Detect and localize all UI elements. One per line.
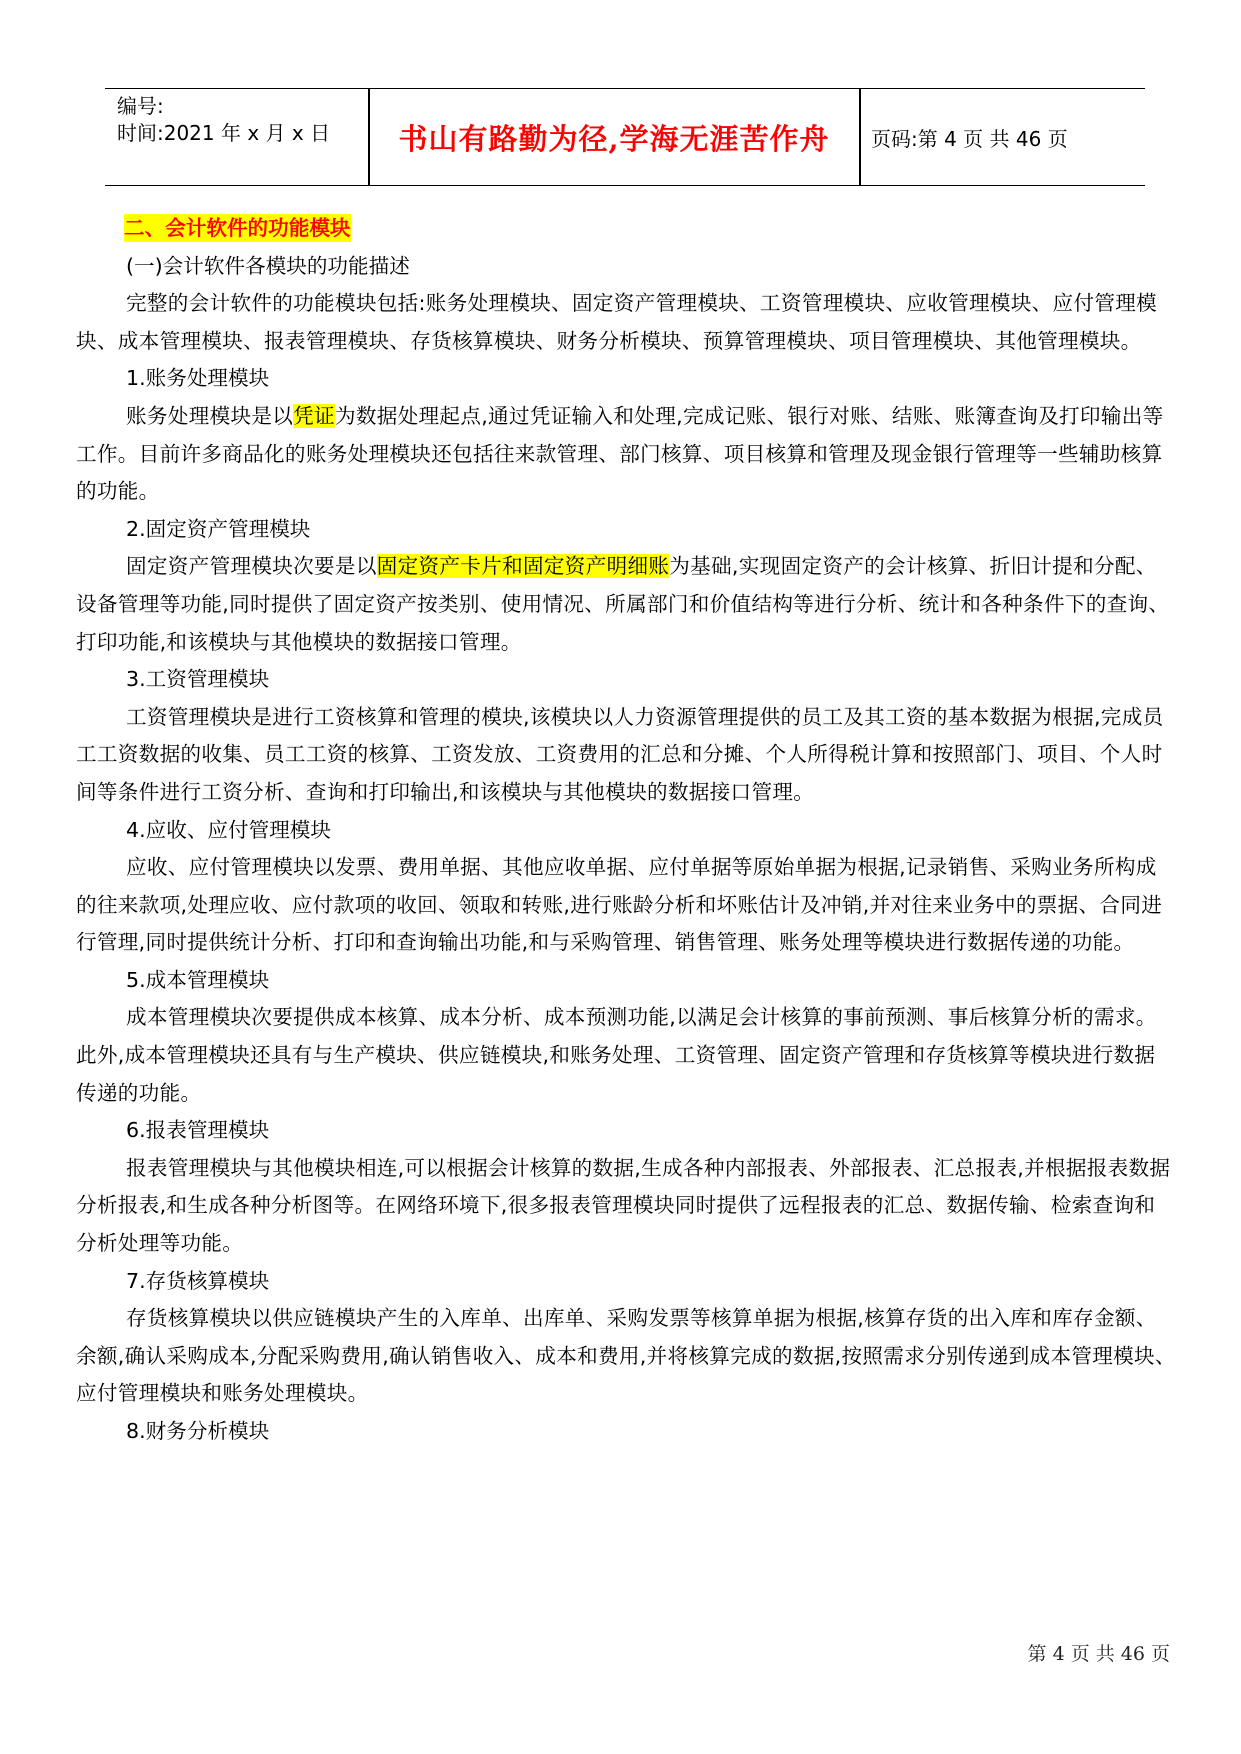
module-title: 1.账务处理模块 [126, 366, 270, 391]
module-paragraph: 成本管理模块次要提供成本核算、成本分析、成本预测功能,以满足会计核算的事前预测、事后核算分析的需求。此外,成本管理模块还具有与生产模块、供应链模块,和账务处理、工资管理、固定资产管理和存货核算等模块进行数据传递的功能。 [76, 1005, 1157, 1105]
module-title: 2.固定资产管理模块 [126, 516, 311, 541]
page-footer: 第 4 页 共 46 页 [1027, 1643, 1170, 1665]
header-divider [859, 89, 861, 185]
highlighted-term: 凭证 [293, 403, 335, 428]
module-title: 7.存货核算模块 [126, 1268, 270, 1293]
subheading: (一)会计软件各模块的功能描述 [126, 253, 410, 278]
module-paragraph: 工资管理模块是进行工资核算和管理的模块,该模块以人力资源管理提供的员工及其工资的基本数据为根据,完成员工工资数据的收集、员工工资的核算、工资发放、工资费用的汇总和分摊、个人所得税计算和按照部门、项目、个人时间等条件进行工资分析、查询和打印输出,和该模块与其他模块的数据接口管理。 [76, 704, 1164, 804]
module-paragraph: 固定资产管理模块次要是以固定资产卡片和固定资产明细账为基础,实现固定资产的会计核算、折旧计提和分配、设备管理等功能,同时提供了固定资产按类别、使用情况、所属部门和价值结构等进行分析、统计和各种条件下的查询、打印功能,和该模块与其他模块的数据接口管理。 [76, 554, 1170, 654]
page-header [105, 88, 1145, 186]
document-body [76, 210, 1176, 1451]
module-title: 8.财务分析模块 [126, 1419, 270, 1443]
time-label: 时间:2021 年 x 月 x 日 [117, 121, 331, 145]
header-motto: 书山有路勤为径,学海无涯苦作舟 [398, 121, 830, 156]
module-title: 6.报表管理模块 [126, 1118, 270, 1143]
section-heading: 二、会计软件的功能模块 [124, 216, 351, 240]
module-title: 3.工资管理模块 [126, 667, 270, 692]
module-paragraph: 账务处理模块是以凭证为数据处理起点,通过凭证输入和处理,完成记账、银行对账、结账、账簿查询及打印输出等工作。目前许多商品化的账务处理模块还包括往来款管理、部门核算、项目核算和管理及现金银行管理等一些辅助核算的功能。 [76, 403, 1164, 504]
module-paragraph: 应收、应付管理模块以发票、费用单据、其他应收单据、应付单据等原始单据为根据,记录销售、采购业务所构成的往来款项,处理应收、应付款项的收回、领取和转账,进行账龄分析和坏账估计及冲销,并对往来业务中的票据、合同进行管理,同时提供统计分析、打印和查询输出功能,和与采购管理、销售管理、账务处理等模块进行数据传递的功能。 [76, 855, 1163, 955]
module-paragraph: 报表管理模块与其他模块相连,可以根据会计核算的数据,生成各种内部报表、外部报表、汇总报表,并根据报表数据分析报表,和生成各种分析图等。在网络环境下,很多报表管理模块同时提供了远程报表的汇总、数据传输、检索查询和分析处理等功能。 [76, 1155, 1171, 1256]
number-label: 编号: [117, 94, 164, 118]
module-title: 5.成本管理模块 [126, 967, 270, 992]
module-paragraph: 存货核算模块以供应链模块产生的入库单、出库单、采购发票等核算单据为根据,核算存货的出入库和库存金额、余额,确认采购成本,分配采购费用,确认销售收入、成本和费用,并将核算完成的数据,按照需求分别传递到成本管理模块、应付管理模块和账务处理模块。 [76, 1306, 1176, 1406]
highlighted-term: 固定资产卡片和固定资产明细账 [376, 554, 670, 579]
header-page-label: 页码:第 4 页 共 46 页 [871, 126, 1068, 151]
module-title: 4.应收、应付管理模块 [126, 817, 331, 842]
intro-paragraph: 完整的会计软件的功能模块包括:账务处理模块、固定资产管理模块、工资管理模块、应收管理模块、应付管理模块、成本管理模块、报表管理模块、存货核算模块、财务分析模块、预算管理模块、项目管理模块、其他管理模块。 [76, 291, 1158, 353]
header-meta [117, 93, 330, 147]
